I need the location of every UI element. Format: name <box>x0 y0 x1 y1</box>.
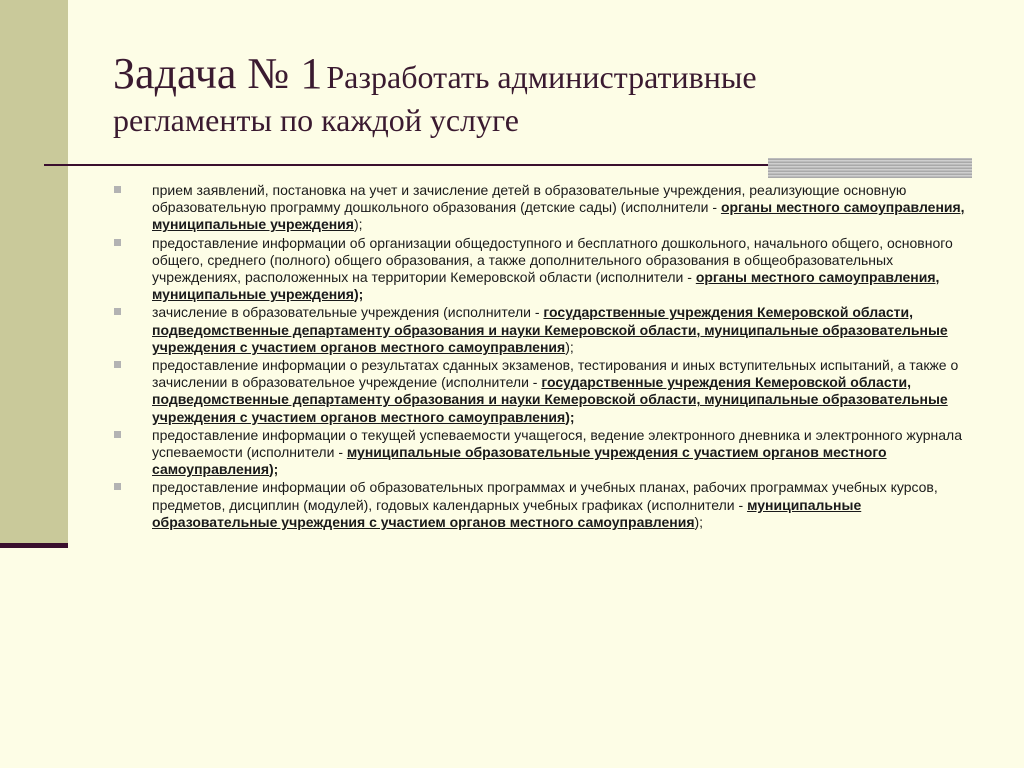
bullet-square-icon <box>114 186 121 193</box>
title-task-text-line2: регламенты по каждой услуге <box>113 101 519 138</box>
item-tail: ); <box>353 216 363 233</box>
item-tail: ); <box>565 408 575 425</box>
left-decorative-bar <box>0 0 68 543</box>
list-item <box>113 427 973 479</box>
service-list <box>113 182 973 532</box>
item-performers: муниципальные образовательные учреждения с участием органов местного самоуправления <box>152 444 887 478</box>
title-task-number: Задача № 1 <box>113 49 323 98</box>
list-item <box>113 182 973 234</box>
item-performers: органы местного самоуправления, муниципальные учреждения <box>152 269 940 303</box>
item-tail: ); <box>565 338 574 355</box>
divider-accent-block <box>768 158 972 178</box>
bullet-square-icon <box>114 431 121 438</box>
item-text: предоставление информации о результатах сданных экзаменов, тестирования и иных вступительных испытаний, а также о зачислении в образовательное учреждение (исполнители - <box>152 357 959 391</box>
bullet-square-icon <box>114 239 121 246</box>
item-text: прием заявлений, постановка на учет и зачисление детей в образовательные учреждения, реализующие основную образовательную программу дошкольного образования (детские сады) (исполнители - <box>152 182 907 216</box>
title-task-text: Разработать административные <box>326 59 757 95</box>
item-performers: муниципальные образовательные учреждения с участием органов местного самоуправления <box>152 496 862 530</box>
item-performers: органы местного самоуправления, муниципальные учреждения <box>152 199 965 233</box>
item-text: предоставление информации о текущей успеваемости учащегося, ведение электронного дневника и электронного журнала успеваемости (исполнители - <box>152 426 962 461</box>
bullet-square-icon <box>114 483 121 490</box>
item-tail: ); <box>269 461 279 478</box>
bullet-square-icon <box>114 361 121 368</box>
list-item <box>113 479 973 531</box>
bullet-square-icon <box>114 308 121 315</box>
item-tail: ); <box>353 286 364 303</box>
item-performers: государственные учреждения Кемеровской области, подведомственные департаменту образования и науки Кемеровской области, муниципальные образовательные учреждения с участием органов местного самоуправления <box>152 304 948 355</box>
slide-title <box>113 48 993 139</box>
item-performers: государственные учреждения Кемеровской области, подведомственные департаменту образования и науки Кемеровской области, муниципальные образовательные учреждения с участием органов местного самоуправления <box>152 374 948 425</box>
list-item <box>113 304 973 356</box>
left-bar-base-line <box>0 543 68 548</box>
list-item <box>113 357 973 426</box>
list-item <box>113 235 973 304</box>
item-text: предоставление информации об образовательных программах и учебных планах, рабочих программах учебных курсов, предметов, дисциплин (модулей), годовых календарных учебных графиках (исполнители - <box>152 479 938 513</box>
item-text: зачисление в образовательные учреждения (исполнители - <box>152 304 544 321</box>
item-text: предоставление информации об организации общедоступного и бесплатного дошкольного, начального общего, основного общего, среднего (полного) общего образования, а также дополнительного образования в общеобразовательных учреждениях, расположенных на территории Кемеровской области (исполнители - <box>152 234 953 286</box>
item-tail: ); <box>694 513 704 530</box>
